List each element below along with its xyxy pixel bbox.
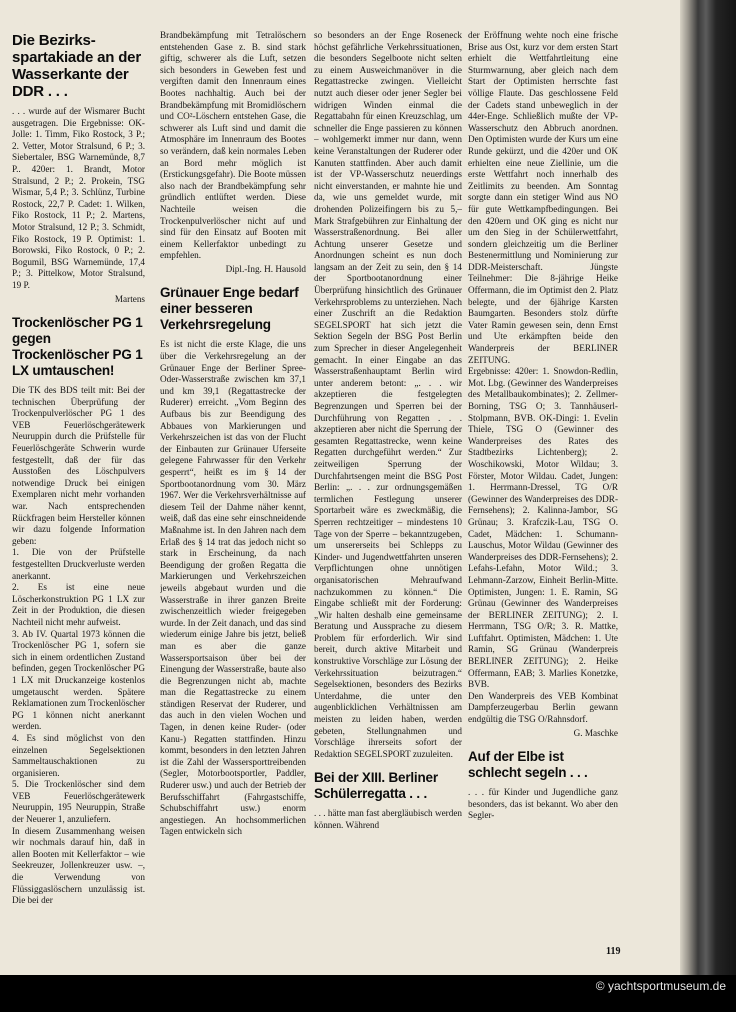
article-text: . . . für Kinder und Jugendliche ganz besonders, das ist bekannt. Wo aber den Segler-	[468, 787, 618, 821]
author-signature: Martens	[114, 293, 145, 304]
list-item: 3. Ab IV. Quartal 1973 können die Trockenlöscher PG 1, sofern sie sich in einem ordentlichen Zustand befinden, gegen Trockenlöscher PG 1 LX mit Druckanzeige kostenlos umgetauscht werden. Spätere Reklamationen zum Trockenlöscher PG 1 können nicht anerkannt werden.	[12, 628, 145, 732]
article-text: . . . hätte man fast abergläubisch werden können. Während	[314, 808, 462, 830]
list-item: 5. Die Trockenlöscher sind dem VEB Feuerlöschgerätewerk Neuruppin, 195 Neuruppin, Straße der Neuerer 1, anzuliefern.	[12, 779, 145, 825]
article-text: Die TK des BDS teilt mit: Bei der technischen Überprüfung der Trockenpulverlöscher PG 1 des VEB Feuerlöschgerätewerk Neuruppin durch die Prüfstelle für Feuerlöschgeräte Schwerin wurde festgestellt, daß der für das Ausstoßen des Löschpulvers notwendige Druck bei einigen Exemplaren nicht mehr vorhanden war. Nach entsprechenden Rückfragen beim Hersteller können wir dazu folgende Information geben:	[12, 385, 145, 546]
article-text: . . . wurde auf der Wismarer Bucht ausgetragen. Die Ergebnisse: OK-Jolle: 1. Timm, Fiko Rostock, 3 P.; 2. Vetter, Motor Stralsund, 6 P.; 3. Siebertaler, BSG Warnemünde, 8,7 P.. 420er: 1. Brandt, Motor Stralsund, 2 P.; 2. Prokein, TSG Wismar, 5,4 P.; 3. Schlünz, Turbine Rostock, 22,7 P. Cadet: 1. Wilken, Fiko Rostock, 11 P.; 2. Martens, Motor Stralsund, 12 P.; 3. Schmidt, Fiko Rostock, 19 P. Optimist: 1. Borowski, Fiko Rostock, 0 P.; 2. Bogumil, BSG Warnemünde, 17,4 P.; 3. Pittelkow, Motor Stralsund, 19 P.	[12, 106, 145, 290]
author-signature: Dipl.-Ing. H. Hausold	[225, 263, 306, 274]
column-2	[160, 30, 306, 955]
column-4	[468, 30, 621, 970]
headline-schuelerregatta: Bei der XIII. Berliner Schülerregatta . . .	[314, 770, 438, 802]
article-text: der Eröffnung wehte noch eine frische Brise aus Ost, kurz vor dem ersten Start erhielt die Wettfahrtleitung eine Sturmwarnung, aber gleich nach dem Start der Optimisten herrschte fast völlige Flaute. Das geschlossene Feld der Cadets stand unbeweglich in der 44er-Enge. Schließlich mußte der VP-Wasserschutz den Abbruch anordnen. Den Optimisten wurde der Kurs um eine Runde gekürzt, und die 420er und OK erhielten eine neue Ziellinie, um die erste Wettfahrt noch innerhalb des Zeitlimits zu beenden. Am Sonntag sorgte dann ein stetiger Wind aus NO für gute Wettkampfbedingungen. Bei den 420ern und OK ging es nicht nur um den Sieg in der Schülerwettfahrt, sondern gleichzeitig um die Berliner Bestenermittlung und Nominierung zur DDR-Meisterschaft. Jüngste Teilnehmer: Die 8-jährige Heike Offermann, die im Optimist den 2. Platz belegte, und der 6jährige Karsten Baumgarten. Besonders stolz dürfte Vater Ramin gewesen sein, denn Ernst und Ute erkämpften beide den Wanderpreis der BERLINER ZEITUNG.	[468, 30, 618, 365]
book-binding-edge	[680, 0, 736, 975]
headline-bezirksspartakiade: Die Bezirksspartakiade an der Wasserkante der DDR . . .	[12, 32, 141, 100]
author-signature: G. Maschke	[573, 727, 618, 738]
article-text: Den Wanderpreis des VEB Kombinat Dampferzeugerbau Berlin gewann endgültig die TSG O/Rahnsdorf.	[468, 690, 618, 725]
column-1	[12, 30, 145, 955]
page-number: 119	[606, 946, 621, 957]
list-item: 2. Es ist eine neue Löscherkonstruktion PG 1 LX zur Zeit in der Produktion, die diesen Nachteil nicht mehr aufweist.	[12, 582, 145, 627]
article-text: so besonders an der Enge Roseneck höchst gefährliche Verkehrssituationen, die besonders Segelboote nicht selten zu einem Ausweichmanöver in die Regattastrecke zwingen. Vielleicht nutzt auch dieser oder jener Segler bei widrigen Winden einmal die Regattabahn für einen Kreuzschlag, um schneller die Enge passieren zu können – wohlgemerkt immer nur dann, wenn keine Veranstaltungen der Ruderer oder Kanuten stattfinden. Aber auch damit ist der VP-Wasserschutz neuerdings nicht einverstanden, er mahnte hie und da, wie uns gemeldet wurde, mit drohenden Polizeifingern bis zu 5,– Mark Strafgebühren zur Einhaltung der Wasserstraßenordnung. Bei aller Achtung unserer Gesetze und Anordnungen scheint es nun doch langsam an der Zeit zu sein, den § 14 der Sportbootanordnung einer Überprüfung hinsichtlich des Grünauer Verkehrsproblems zu unterziehen. Nach einer Zuschrift an die Redaktion SEGELSPORT hat sich jetzt die Sektion Segeln der BSG Post Berlin zum Sprecher in dieser Angelegenheit gemacht. In einer Eingabe an das Wasserstraßenhauptamt Berlin wird unter anderem betont: „. . . wir akzeptieren die festgelegten Begrenzungen und Sperren bei der Durchführung von Regatten . . . akzeptieren aber nicht die Sperrung der gesamten Regattastrecke, wenn keine Regatten durchgeführt werden.“ Zur zeitweiligen Sperrung der Durchfahrtsengen meint die BSG Post Berlin: „. . . zur ordnungsgemäßen termlichen Festlegung unserer Sportarbeit wäre es zweckmäßig, die Sperren rechtzeitiger – mindestens 10 Tage von der Sperre – bekanntzugeben, um unsererseits bei Schlepps zu Kinder- und Jugendwettfahrten unseren Verpflichtungen ohne unnötigen organisatorischen Mehraufwand nachzukommen zu können.“ Die Eingabe schließt mit der Forderung: „Wir halten deshalb eine gemeinsame Beratung und Aussprache zu diesem Problem für erforderlich. Wir sind bereit, durch aktive Mitarbeit und konstruktive Vorschläge zur Lösung der Verkehrssituation beizutragen.“ Segelsektionen, besonders des Bezirks Unterdahme, die unter den augenblicklichen Verhältnissen am meisten zu leiden haben, werden gebeten, Stellungnahmen und Vorschläge ihrerseits sofort der Redaktion SEGELSPORT zuzuleiten.	[314, 30, 462, 759]
column-3	[314, 30, 462, 960]
results-text: Ergebnisse: 420er: 1. Snowdon-Redlin, Mot. Lbg. (Gewinner des Wanderpreises des Metallbaukombinates); 2. Zellmer-Borning, TSG O; 3. Tannhäuserl-Stolpmann, BVB. OK-Dingi: 1. Evelin Thiele, TSG O (Gewinner des Wanderpreises des Rates des Stadtbezirks Lichtenberg); 2. Woschikowski, Motor Wildau; 3. Förster, Motor Wildau. Cadet, Jungen: 1. Herrmann-Dressel, TG O/R (Gewinner des Wanderpreises des DDR-Fernsehens); 2. Kalinna-Jambor, SG Grünau; 3. Krafczik-Lau, TSG O. Cadet, Mädchen: 1. Schumann-Lauschus, Motor Wildau (Gewinner des Wanderpreises des DDR-Fernsehens); 2. Lefahs-Lefahn, Motor Wild.; 3. Lehmann-Zarzow, Einheit Berlin-Mitte. Optimisten, Jungen: 1. E. Ramin, SG Grünau (Gewinner des Wanderpreises der BERLINER ZEITUNG); 2. I. Herrmann, TSG O/R; 3. R. Mattke, Luftfahrt. Optimisten, Mädchen: 1. Ute Ramin, SG Grünau (Wanderpreis BERLINER ZEITUNG); 2. Heike Offermann, EAB; 3. Marlies Konetzke, BVB.	[468, 366, 618, 690]
list-item: 1. Die von der Prüfstelle festgestellten Druckverluste werden anerkannt.	[12, 547, 145, 581]
list-item: 4. Es sind möglichst von den einzelnen Segelsektionen Sammeltauschaktionen zu organisieren.	[12, 732, 145, 778]
headline-gruenauer-enge: Grünauer Enge bedarf einer besseren Verkehrsregelung	[160, 285, 299, 333]
article-text: Brandbekämpfung mit Tetralöschern entstehenden Gase z. B. sind stark giftig, schwerer als die Luft, setzen sich besonders in Geweben fest und vergiften damit den Innenraum eines Bootes nachhaltig. Auch bei der Brandbekämpfung mit Bromidlöschern und CO²-Löschern entstehen Gase, die schwerer als Luft sind und damit die Atmosphäre im Innenraum des Bootes so verändern, daß kein normales Leben an Bord mehr möglich ist (Erstickungsgefahr). Die Boote müssen also nach der Brandbekämpfung sehr gründlich entlüftet werden. Diese Nachteile weisen die Trockenpulverlöscher nicht auf und sind für den Einsatz auf Booten mit einem Kellerfaktor unbedingt zu empfehlen.	[160, 30, 306, 261]
article-text: In diesem Zusammenhang weisen wir nochmals darauf hin, daß in allen Booten mit Kellerfaktor – wie Seekreuzer, Jollenkreuzer usw. –, die Verwendung von Flüssiggaslöschern unzulässig ist. Die bei der	[12, 825, 145, 906]
article-text: Es ist nicht die erste Klage, die uns über die Verkehrsregelung an der Grünauer Enge der Berliner Spree-Oder-Wasserstraße zwischen km 37,1 und km 39,1 (Regattastrecke der Ruderer) erreicht. „Vom Beginn des Aufbaus bis zur Beendigung des Abbaues von Markierungen und Verkehrszeichen ist das von der Flucht der Einbauten zur Grünauer Uferseite gelegene Fahrwasser für den Verkehr gesperrt“, heißt es im § 14 der Sportbootanordnung vom 30. März 1967. Wer die Verkehrsverhältnisse auf diesem Teil der Dahme näher kennt, weiß, daß das eine sehr einschneidende Maßnahme ist. In den Jahren nach dem Erlaß des § 14 trat das jedoch nicht so stark in Erscheinung, da nach Beendigung der großen Regatta die Markierungen und Verkehrszeichen jeweils abgebaut wurden und die Wasserstraße in ihrer ganzen Breite zwischenzeitlich wieder freigegeben wurde. In der Zeit danach, und das sind wiederum einige Jahre bis jetzt, beließ man es aber die ganze Wassersportsaison über bei der Einengung der Wasserstraße, baute also die Begrenzungen nicht ab, machte man die Regattastrecke zu einem ständigen Reservat der Ruderer, und das auch in den vielen Wochen und Tagen, in denen keine Ruder- (oder Kanu-) Regatten stattfinden. Hinzu kommt, besonders in den letzten Jahren ist die Zahl der Wassersporttreibenden (Segler, Motorbootsportler, Paddler, Ruderer usw.) und auch der Betrieb der Berufsschiffahrt (Fahrgastschiffe, Schubschiffahrt usw.) enorm angestiegen. An hochsommerlichen Tagen entwickeln sich	[160, 339, 306, 837]
watermark-text: © yachtsportmuseum.de	[595, 979, 726, 993]
headline-trockenloescher: Trockenlöscher PG 1 gegen Trockenlöscher PG 1 LX umtauschen!	[12, 315, 143, 379]
headline-elbe: Auf der Elbe ist schlecht segeln . . .	[468, 749, 588, 781]
